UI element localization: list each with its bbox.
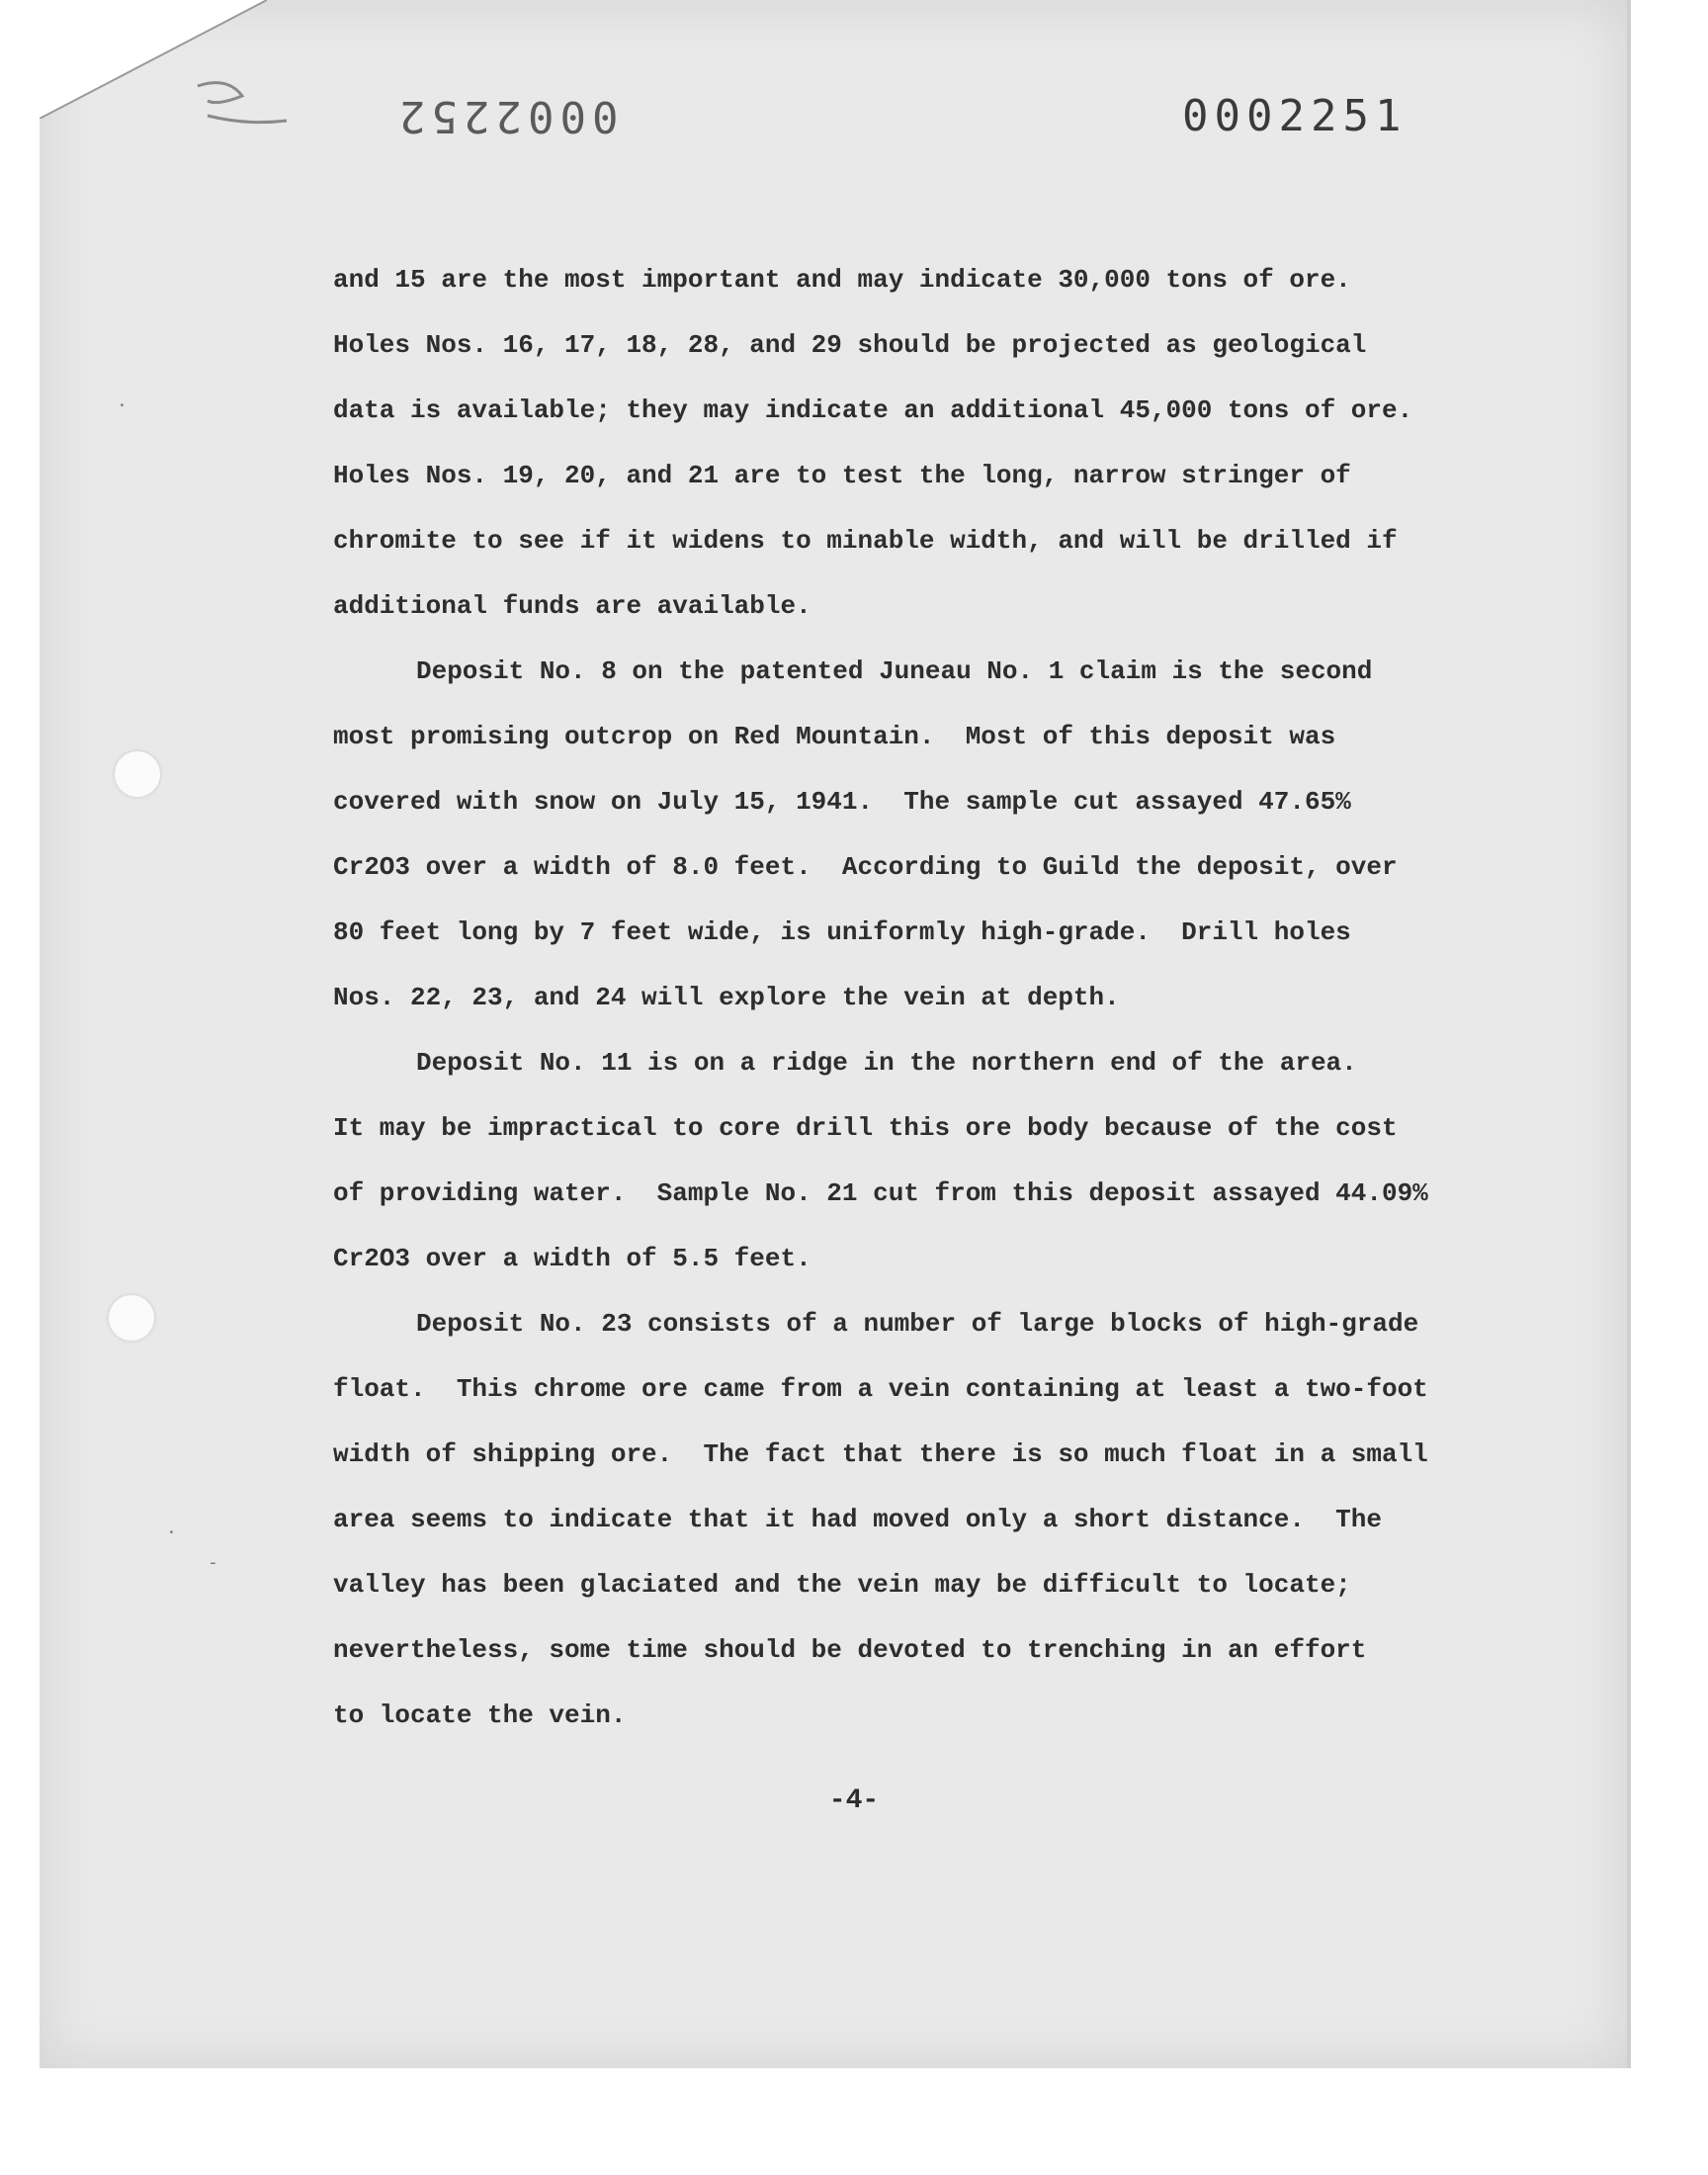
- text-line: most promising outcrop on Red Mountain. Most of this deposit was: [333, 722, 1336, 751]
- text-line: nevertheless, some time should be devoted to trenching in an effort: [333, 1635, 1367, 1665]
- text-line: of providing water. Sample No. 21 cut from this deposit assayed 44.09%: [333, 1178, 1428, 1208]
- document-body: [333, 247, 1519, 1748]
- mirrored-stamp-number: 0002252: [393, 91, 619, 141]
- text-line: Deposit No. 23 consists of a number of large blocks of high-grade: [416, 1309, 1419, 1339]
- text-line: chromite to see if it widens to minable width, and will be drilled if: [333, 526, 1398, 556]
- text-line: width of shipping ore. The fact that there is so much float in a small: [333, 1439, 1428, 1469]
- text-line: data is available; they may indicate an additional 45,000 tons of ore.: [333, 395, 1413, 425]
- page-edge: [1627, 0, 1631, 2068]
- scan-speck: -: [208, 1552, 218, 1573]
- paragraph-4: [333, 1291, 1519, 1748]
- scan-speck: ·: [117, 395, 128, 416]
- text-line: float. This chrome ore came from a vein containing at least a two-foot: [333, 1374, 1428, 1404]
- text-line: to locate the vein.: [333, 1700, 627, 1730]
- text-line: area seems to indicate that it had moved only a short distance. The: [333, 1505, 1382, 1534]
- page-number: -4-: [828, 1785, 880, 1816]
- text-line: Holes Nos. 19, 20, and 21 are to test the long, narrow stringer of: [333, 461, 1351, 490]
- document-number-stamp: 0002251: [1182, 91, 1408, 141]
- pencil-mark-icon: [188, 71, 297, 140]
- text-line: Holes Nos. 16, 17, 18, 28, and 29 should be projected as geological: [333, 330, 1367, 360]
- text-line: It may be impractical to core drill this ore body because of the cost: [333, 1113, 1398, 1143]
- text-line: Deposit No. 8 on the patented Juneau No. 1 claim is the second: [416, 656, 1373, 686]
- paragraph-2: [333, 639, 1519, 1030]
- paragraph-3: [333, 1030, 1519, 1291]
- text-line: and 15 are the most important and may indicate 30,000 tons of ore.: [333, 265, 1351, 295]
- punch-hole: [109, 1295, 154, 1341]
- text-line: covered with snow on July 15, 1941. The sample cut assayed 47.65%: [333, 787, 1351, 817]
- text-line: additional funds are available.: [333, 591, 811, 621]
- text-line: 80 feet long by 7 feet wide, is uniformly high-grade. Drill holes: [333, 917, 1351, 947]
- scan-speck: ·: [166, 1522, 177, 1543]
- punch-hole: [115, 751, 160, 797]
- text-line: Cr2O3 over a width of 8.0 feet. According to Guild the deposit, over: [333, 852, 1398, 882]
- text-line: valley has been glaciated and the vein may be difficult to locate;: [333, 1570, 1351, 1600]
- text-line: Deposit No. 11 is on a ridge in the northern end of the area.: [416, 1048, 1357, 1078]
- paragraph-1: [333, 247, 1519, 639]
- text-line: Cr2O3 over a width of 5.5 feet.: [333, 1244, 811, 1273]
- text-line: Nos. 22, 23, and 24 will explore the vein at depth.: [333, 983, 1120, 1012]
